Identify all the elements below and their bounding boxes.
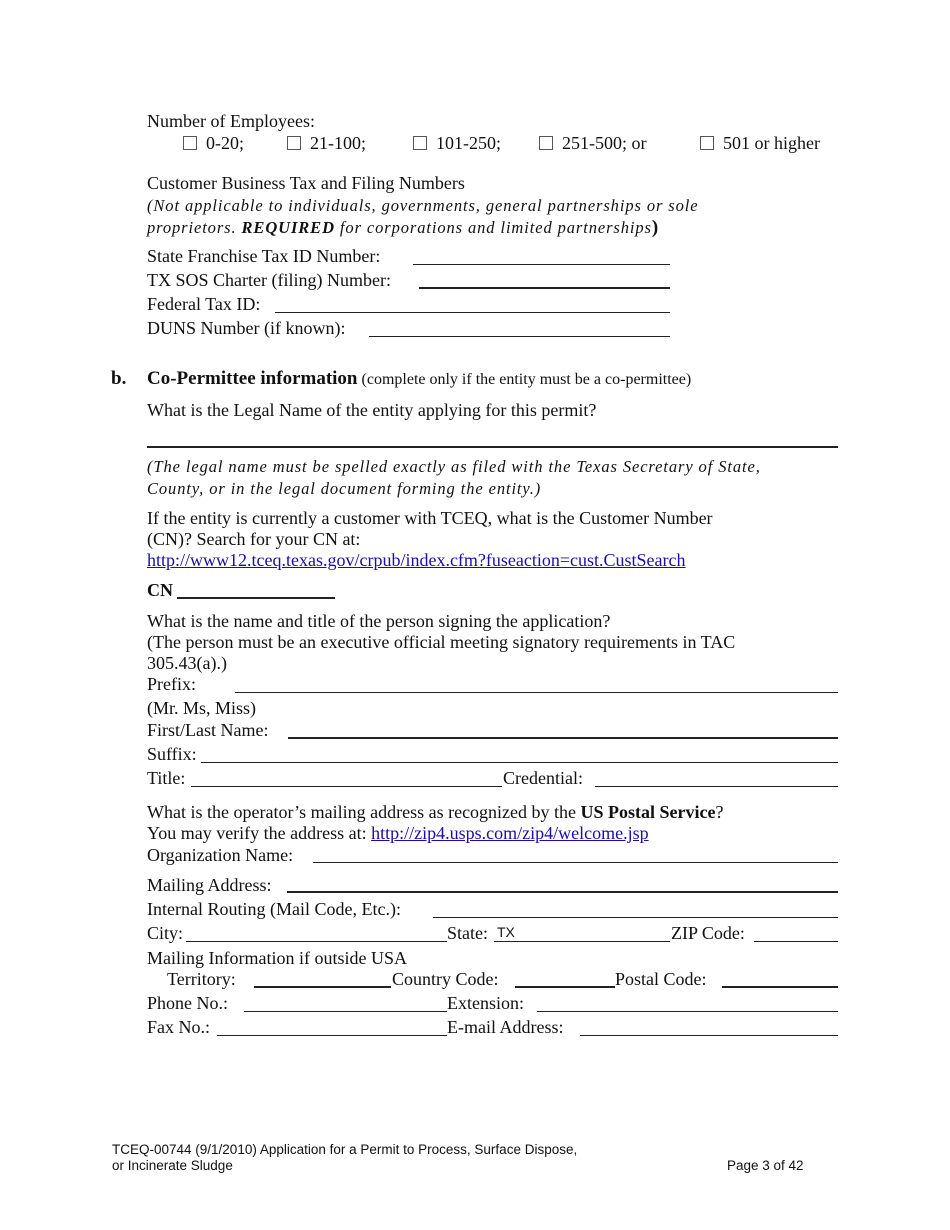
federal-tax-field[interactable] [275, 312, 670, 313]
prefix-label: Prefix: [147, 674, 196, 694]
employees-option-101-250[interactable]: 101-250; [413, 133, 501, 154]
signer-question-line3: 305.43(a).) [147, 653, 227, 673]
zip-field[interactable] [754, 941, 838, 942]
routing-label: Internal Routing (Mail Code, Etc.): [147, 899, 401, 919]
cn-question-line1: If the entity is currently a customer with TCEQ, what is the Customer Number [147, 508, 713, 528]
name-field[interactable] [288, 737, 838, 739]
extension-field[interactable] [537, 1011, 838, 1012]
mailing-address-field[interactable] [287, 891, 838, 893]
org-name-label: Organization Name: [147, 845, 294, 865]
tax-heading: Customer Business Tax and Filing Numbers [147, 173, 465, 193]
suffix-label: Suffix: [147, 744, 197, 764]
prefix-field[interactable] [235, 692, 838, 693]
franchise-tax-label: State Franchise Tax ID Number: [147, 246, 381, 266]
territory-field[interactable] [254, 986, 391, 988]
signer-question-line2: (The person must be an executive official meeting signatory requirements in TAC [147, 632, 736, 652]
routing-field[interactable] [433, 917, 838, 918]
phone-label: Phone No.: [147, 993, 228, 1013]
state-value[interactable]: TX [497, 924, 515, 940]
title-field[interactable] [191, 786, 502, 787]
name-label: First/Last Name: [147, 720, 269, 740]
prefix-hint: (Mr. Ms, Miss) [147, 698, 257, 718]
duns-label: DUNS Number (if known): [147, 318, 346, 338]
footer-form-line2: or Incinerate Sludge [112, 1158, 233, 1173]
signer-question-line1: What is the name and title of the person signing the application? [147, 611, 611, 631]
duns-field[interactable] [369, 336, 670, 337]
address-verify: You may verify the address at: http://zip4.usps.com/zip4/welcome.jsp [147, 823, 649, 843]
extension-label: Extension: [447, 993, 524, 1013]
employees-option-501-higher[interactable]: 501 or higher [700, 133, 820, 154]
section-letter: b. [111, 368, 127, 389]
employees-option-0-20[interactable]: 0-20; [183, 133, 244, 154]
sos-charter-field[interactable] [419, 287, 670, 289]
postal-code-field[interactable] [722, 986, 838, 988]
sos-charter-label: TX SOS Charter (filing) Number: [147, 270, 391, 290]
country-code-field[interactable] [515, 986, 615, 988]
outside-usa-label: Mailing Information if outside USA [147, 948, 407, 968]
checkbox-icon[interactable] [287, 136, 301, 150]
postal-code-label: Postal Code: [615, 969, 707, 989]
usps-link[interactable]: http://zip4.usps.com/zip4/welcome.jsp [371, 823, 649, 843]
credential-field[interactable] [595, 786, 838, 787]
checkbox-icon[interactable] [413, 136, 427, 150]
country-code-label: Country Code: [392, 969, 499, 989]
suffix-field[interactable] [201, 762, 838, 763]
city-label: City: [147, 923, 184, 943]
city-field[interactable] [186, 941, 447, 942]
employees-label: Number of Employees: [147, 111, 315, 131]
federal-tax-label: Federal Tax ID: [147, 294, 261, 314]
tax-note-line2: proprietors. REQUIRED for corporations and limited partnerships) [147, 217, 660, 238]
tax-note-line1: (Not applicable to individuals, governments, general partnerships or sole [147, 196, 699, 215]
checkbox-icon[interactable] [700, 136, 714, 150]
footer-page-number: Page 3 of 42 [727, 1158, 804, 1173]
address-question: What is the operator’s mailing address as recognized by the US Postal Service? [147, 802, 724, 822]
legal-name-question: What is the Legal Name of the entity applying for this permit? [147, 400, 597, 420]
email-label: E-mail Address: [447, 1017, 564, 1037]
legal-name-field[interactable] [147, 446, 838, 448]
franchise-tax-field[interactable] [413, 264, 670, 265]
copermittee-heading: Co-Permittee information (complete only if the entity must be a co-permittee) [147, 368, 692, 389]
cn-question-line2: (CN)? Search for your CN at: [147, 529, 361, 549]
credential-label: Credential: [503, 768, 583, 788]
phone-field[interactable] [244, 1011, 447, 1012]
title-label: Title: [147, 768, 186, 788]
mailing-address-label: Mailing Address: [147, 875, 272, 895]
state-label: State: [447, 923, 488, 943]
email-field[interactable] [580, 1035, 838, 1036]
cn-field[interactable] [177, 597, 335, 599]
employees-option-251-500[interactable]: 251-500; or [539, 133, 647, 154]
fax-label: Fax No.: [147, 1017, 210, 1037]
checkbox-icon[interactable] [183, 136, 197, 150]
zip-label: ZIP Code: [671, 923, 745, 943]
cn-search-link[interactable]: http://www12.tceq.texas.gov/crpub/index.cfm?fuseaction=cust.CustSearch [147, 550, 686, 570]
org-name-field[interactable] [313, 862, 838, 863]
checkbox-icon[interactable] [539, 136, 553, 150]
fax-field[interactable] [217, 1035, 447, 1036]
territory-label: Territory: [167, 969, 236, 989]
footer-form-line1: TCEQ-00744 (9/1/2010) Application for a Permit to Process, Surface Dispose, [112, 1142, 578, 1157]
legal-note-line1: (The legal name must be spelled exactly as filed with the Texas Secretary of State, [147, 457, 761, 476]
employees-option-21-100[interactable]: 21-100; [287, 133, 366, 154]
state-field[interactable] [494, 941, 670, 942]
legal-note-line2: County, or in the legal document forming the entity.) [147, 479, 542, 498]
cn-label: CN [147, 580, 173, 600]
